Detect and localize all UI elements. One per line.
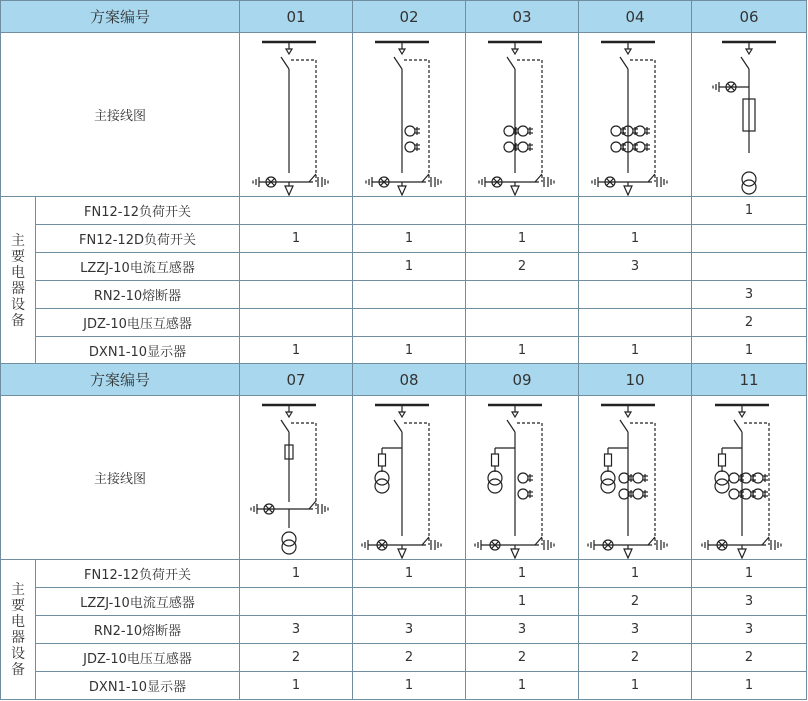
quantity-cell: 1 <box>579 225 692 253</box>
diagram-cell <box>466 396 579 560</box>
equipment-row <box>1 225 807 253</box>
diagram-cell <box>353 396 466 560</box>
quantity-cell: 2 <box>353 644 466 672</box>
quantity-cell <box>240 281 353 309</box>
quantity-cell: 3 <box>579 253 692 281</box>
quantity-cell: 3 <box>353 616 466 644</box>
fuse-icon <box>379 454 386 466</box>
current-transformer-icon <box>633 473 643 483</box>
quantity-cell <box>353 197 466 225</box>
switch-contact-icon <box>512 412 518 417</box>
voltage-transformer-icon <box>715 479 729 493</box>
voltage-transformer-icon <box>742 180 756 194</box>
quantity-cell: 1 <box>692 672 807 700</box>
fuse-icon <box>719 454 726 466</box>
diagram-cell <box>579 33 692 197</box>
quantity-cell: 1 <box>240 337 353 365</box>
diagram-cell <box>353 33 466 197</box>
quantity-cell: 1 <box>466 560 579 588</box>
quantity-cell <box>692 253 807 281</box>
scheme-number: 01 <box>240 1 353 33</box>
load-switch-blade <box>507 420 515 432</box>
quantity-cell: 2 <box>466 644 579 672</box>
equipment-name: FN12-12负荷开关 <box>36 197 240 225</box>
diagram-cell <box>466 33 579 197</box>
quantity-cell <box>353 309 466 337</box>
quantity-cell: 2 <box>579 644 692 672</box>
quantity-cell <box>240 309 353 337</box>
switch-contact-icon <box>512 49 518 54</box>
load-switch-blade <box>507 57 515 69</box>
quantity-cell: 2 <box>692 644 807 672</box>
quantity-cell: 1 <box>353 672 466 700</box>
equipment-name: LZZJ-10电流互感器 <box>36 588 240 616</box>
equipment-row <box>1 281 807 309</box>
quantity-cell: 3 <box>692 616 807 644</box>
current-transformer-icon <box>518 126 528 136</box>
quantity-cell: 1 <box>692 337 807 365</box>
scheme-number: 06 <box>692 1 807 33</box>
equipment-row <box>1 588 807 616</box>
quantity-cell: 1 <box>240 225 353 253</box>
quantity-cell: 1 <box>466 672 579 700</box>
voltage-transformer-icon <box>282 532 296 546</box>
quantity-cell: 1 <box>579 560 692 588</box>
earthing-switch-blade <box>422 537 429 545</box>
equipment-name: RN2-10熔断器 <box>36 616 240 644</box>
quantity-cell <box>353 588 466 616</box>
cable-outlet-arrow-icon <box>398 186 406 195</box>
current-transformer-icon <box>729 489 739 499</box>
current-transformer-icon <box>504 142 514 152</box>
equipment-row <box>1 309 807 337</box>
earthing-switch-blade <box>648 174 655 182</box>
current-transformer-icon <box>518 489 528 499</box>
quantity-cell: 1 <box>353 225 466 253</box>
quantity-cell: 1 <box>353 560 466 588</box>
diagram-label: 主接线图 <box>1 396 240 560</box>
load-switch-blade <box>394 57 402 69</box>
current-transformer-icon <box>729 473 739 483</box>
quantity-cell <box>466 309 579 337</box>
quantity-cell: 3 <box>466 616 579 644</box>
quantity-cell <box>466 197 579 225</box>
equipment-side-label: 主要电器设备 <box>1 197 36 365</box>
quantity-cell <box>466 281 579 309</box>
scheme-number: 09 <box>466 364 579 396</box>
equipment-name: DXN1-10显示器 <box>36 337 240 365</box>
diagram-cell <box>579 396 692 560</box>
cable-outlet-arrow-icon <box>511 186 519 195</box>
scheme-number: 03 <box>466 1 579 33</box>
wiring-diagram <box>466 33 579 196</box>
diagram-cell <box>692 33 807 197</box>
quantity-cell: 1 <box>692 560 807 588</box>
scheme-number: 11 <box>692 364 807 396</box>
quantity-cell: 3 <box>692 588 807 616</box>
current-transformer-icon <box>611 126 621 136</box>
switch-contact-icon <box>286 412 292 417</box>
quantity-cell <box>579 309 692 337</box>
equipment-row <box>1 560 807 588</box>
earthing-switch-blade <box>762 537 769 545</box>
quantity-cell: 3 <box>692 281 807 309</box>
scheme-number: 02 <box>353 1 466 33</box>
current-transformer-icon <box>753 473 763 483</box>
cable-outlet-arrow-icon <box>398 549 406 558</box>
current-transformer-icon <box>405 142 415 152</box>
diagram-cell <box>240 396 353 560</box>
voltage-transformer-icon <box>375 471 389 485</box>
scheme-number: 04 <box>579 1 692 33</box>
current-transformer-icon <box>635 126 645 136</box>
switch-contact-icon <box>399 412 405 417</box>
wiring-diagram <box>692 396 807 559</box>
quantity-cell <box>692 225 807 253</box>
voltage-transformer-icon <box>742 172 756 186</box>
load-switch-blade <box>620 420 628 432</box>
diagram-cell <box>692 396 807 560</box>
equipment-name: JDZ-10电压互感器 <box>36 309 240 337</box>
fuse-icon <box>605 454 612 466</box>
quantity-cell <box>579 197 692 225</box>
diagram-row <box>1 396 807 560</box>
equipment-row <box>1 616 807 644</box>
quantity-cell <box>240 588 353 616</box>
switch-contact-icon <box>625 412 631 417</box>
quantity-cell <box>240 253 353 281</box>
quantity-cell: 1 <box>579 337 692 365</box>
quantity-cell <box>240 197 353 225</box>
load-switch-blade <box>620 57 628 69</box>
earthing-switch-blade <box>535 174 542 182</box>
wiring-diagram <box>579 396 692 559</box>
earthing-switch-blade <box>309 174 316 182</box>
current-transformer-icon <box>405 126 415 136</box>
quantity-cell: 1 <box>466 225 579 253</box>
wiring-diagram <box>579 33 692 196</box>
equipment-name: RN2-10熔断器 <box>36 281 240 309</box>
quantity-cell: 1 <box>692 197 807 225</box>
voltage-transformer-icon <box>715 471 729 485</box>
quantity-cell: 2 <box>466 253 579 281</box>
quantity-cell: 2 <box>579 588 692 616</box>
diagram-cell <box>240 33 353 197</box>
quantity-cell: 1 <box>240 560 353 588</box>
switch-contact-icon <box>399 49 405 54</box>
voltage-transformer-icon <box>601 479 615 493</box>
current-transformer-icon <box>504 126 514 136</box>
voltage-transformer-icon <box>488 471 502 485</box>
cable-outlet-arrow-icon <box>738 549 746 558</box>
quantity-cell <box>579 281 692 309</box>
quantity-cell: 1 <box>466 588 579 616</box>
equipment-name: FN12-12负荷开关 <box>36 560 240 588</box>
equipment-row <box>1 253 807 281</box>
current-transformer-icon <box>518 142 528 152</box>
fuse-icon <box>492 454 499 466</box>
equipment-row <box>1 197 807 225</box>
voltage-transformer-icon <box>282 540 296 554</box>
wiring-diagram <box>240 396 353 559</box>
earthing-switch-blade <box>648 537 655 545</box>
scheme-header-row <box>1 364 807 396</box>
scheme-header-row <box>1 1 807 33</box>
cable-outlet-arrow-icon <box>624 549 632 558</box>
equipment-row <box>1 337 807 365</box>
load-switch-blade <box>734 420 742 432</box>
current-transformer-icon <box>635 142 645 152</box>
quantity-cell: 1 <box>466 337 579 365</box>
quantity-cell: 1 <box>353 337 466 365</box>
equipment-name: DXN1-10显示器 <box>36 672 240 700</box>
wiring-diagram <box>353 33 466 196</box>
wiring-diagram <box>692 33 807 196</box>
wiring-diagram <box>466 396 579 559</box>
equipment-row <box>1 644 807 672</box>
switch-contact-icon <box>746 49 752 54</box>
scheme-number: 08 <box>353 364 466 396</box>
wiring-diagram <box>240 33 353 196</box>
load-switch-blade <box>741 57 749 69</box>
quantity-cell: 3 <box>240 616 353 644</box>
equipment-side-label: 主要电器设备 <box>1 560 36 700</box>
earthing-switch-blade <box>309 501 316 509</box>
scheme-label: 方案编号 <box>1 364 240 396</box>
cable-outlet-arrow-icon <box>285 186 293 195</box>
current-transformer-icon <box>753 489 763 499</box>
cable-outlet-arrow-icon <box>624 186 632 195</box>
wiring-diagram <box>353 396 466 559</box>
scheme-number: 10 <box>579 364 692 396</box>
diagram-row <box>1 33 807 197</box>
equipment-name: LZZJ-10电流互感器 <box>36 253 240 281</box>
equipment-name: JDZ-10电压互感器 <box>36 644 240 672</box>
switch-contact-icon <box>286 49 292 54</box>
quantity-cell: 2 <box>692 309 807 337</box>
quantity-cell: 1 <box>579 672 692 700</box>
current-transformer-icon <box>633 489 643 499</box>
switch-contact-icon <box>625 49 631 54</box>
current-transformer-icon <box>518 473 528 483</box>
quantity-cell: 2 <box>240 644 353 672</box>
scheme-table-2 <box>0 363 807 700</box>
quantity-cell <box>353 281 466 309</box>
load-switch-blade <box>281 57 289 69</box>
voltage-transformer-icon <box>375 479 389 493</box>
load-switch-blade <box>394 420 402 432</box>
voltage-transformer-icon <box>601 471 615 485</box>
switch-contact-icon <box>739 412 745 417</box>
earthing-switch-blade <box>422 174 429 182</box>
quantity-cell: 3 <box>579 616 692 644</box>
scheme-label: 方案编号 <box>1 1 240 33</box>
cable-outlet-arrow-icon <box>511 549 519 558</box>
diagram-label: 主接线图 <box>1 33 240 197</box>
equipment-row <box>1 672 807 700</box>
quantity-cell: 1 <box>240 672 353 700</box>
scheme-number: 07 <box>240 364 353 396</box>
current-transformer-icon <box>611 142 621 152</box>
earthing-switch-blade <box>535 537 542 545</box>
equipment-name: FN12-12D负荷开关 <box>36 225 240 253</box>
load-switch-blade <box>281 420 289 432</box>
voltage-transformer-icon <box>488 479 502 493</box>
quantity-cell: 1 <box>353 253 466 281</box>
